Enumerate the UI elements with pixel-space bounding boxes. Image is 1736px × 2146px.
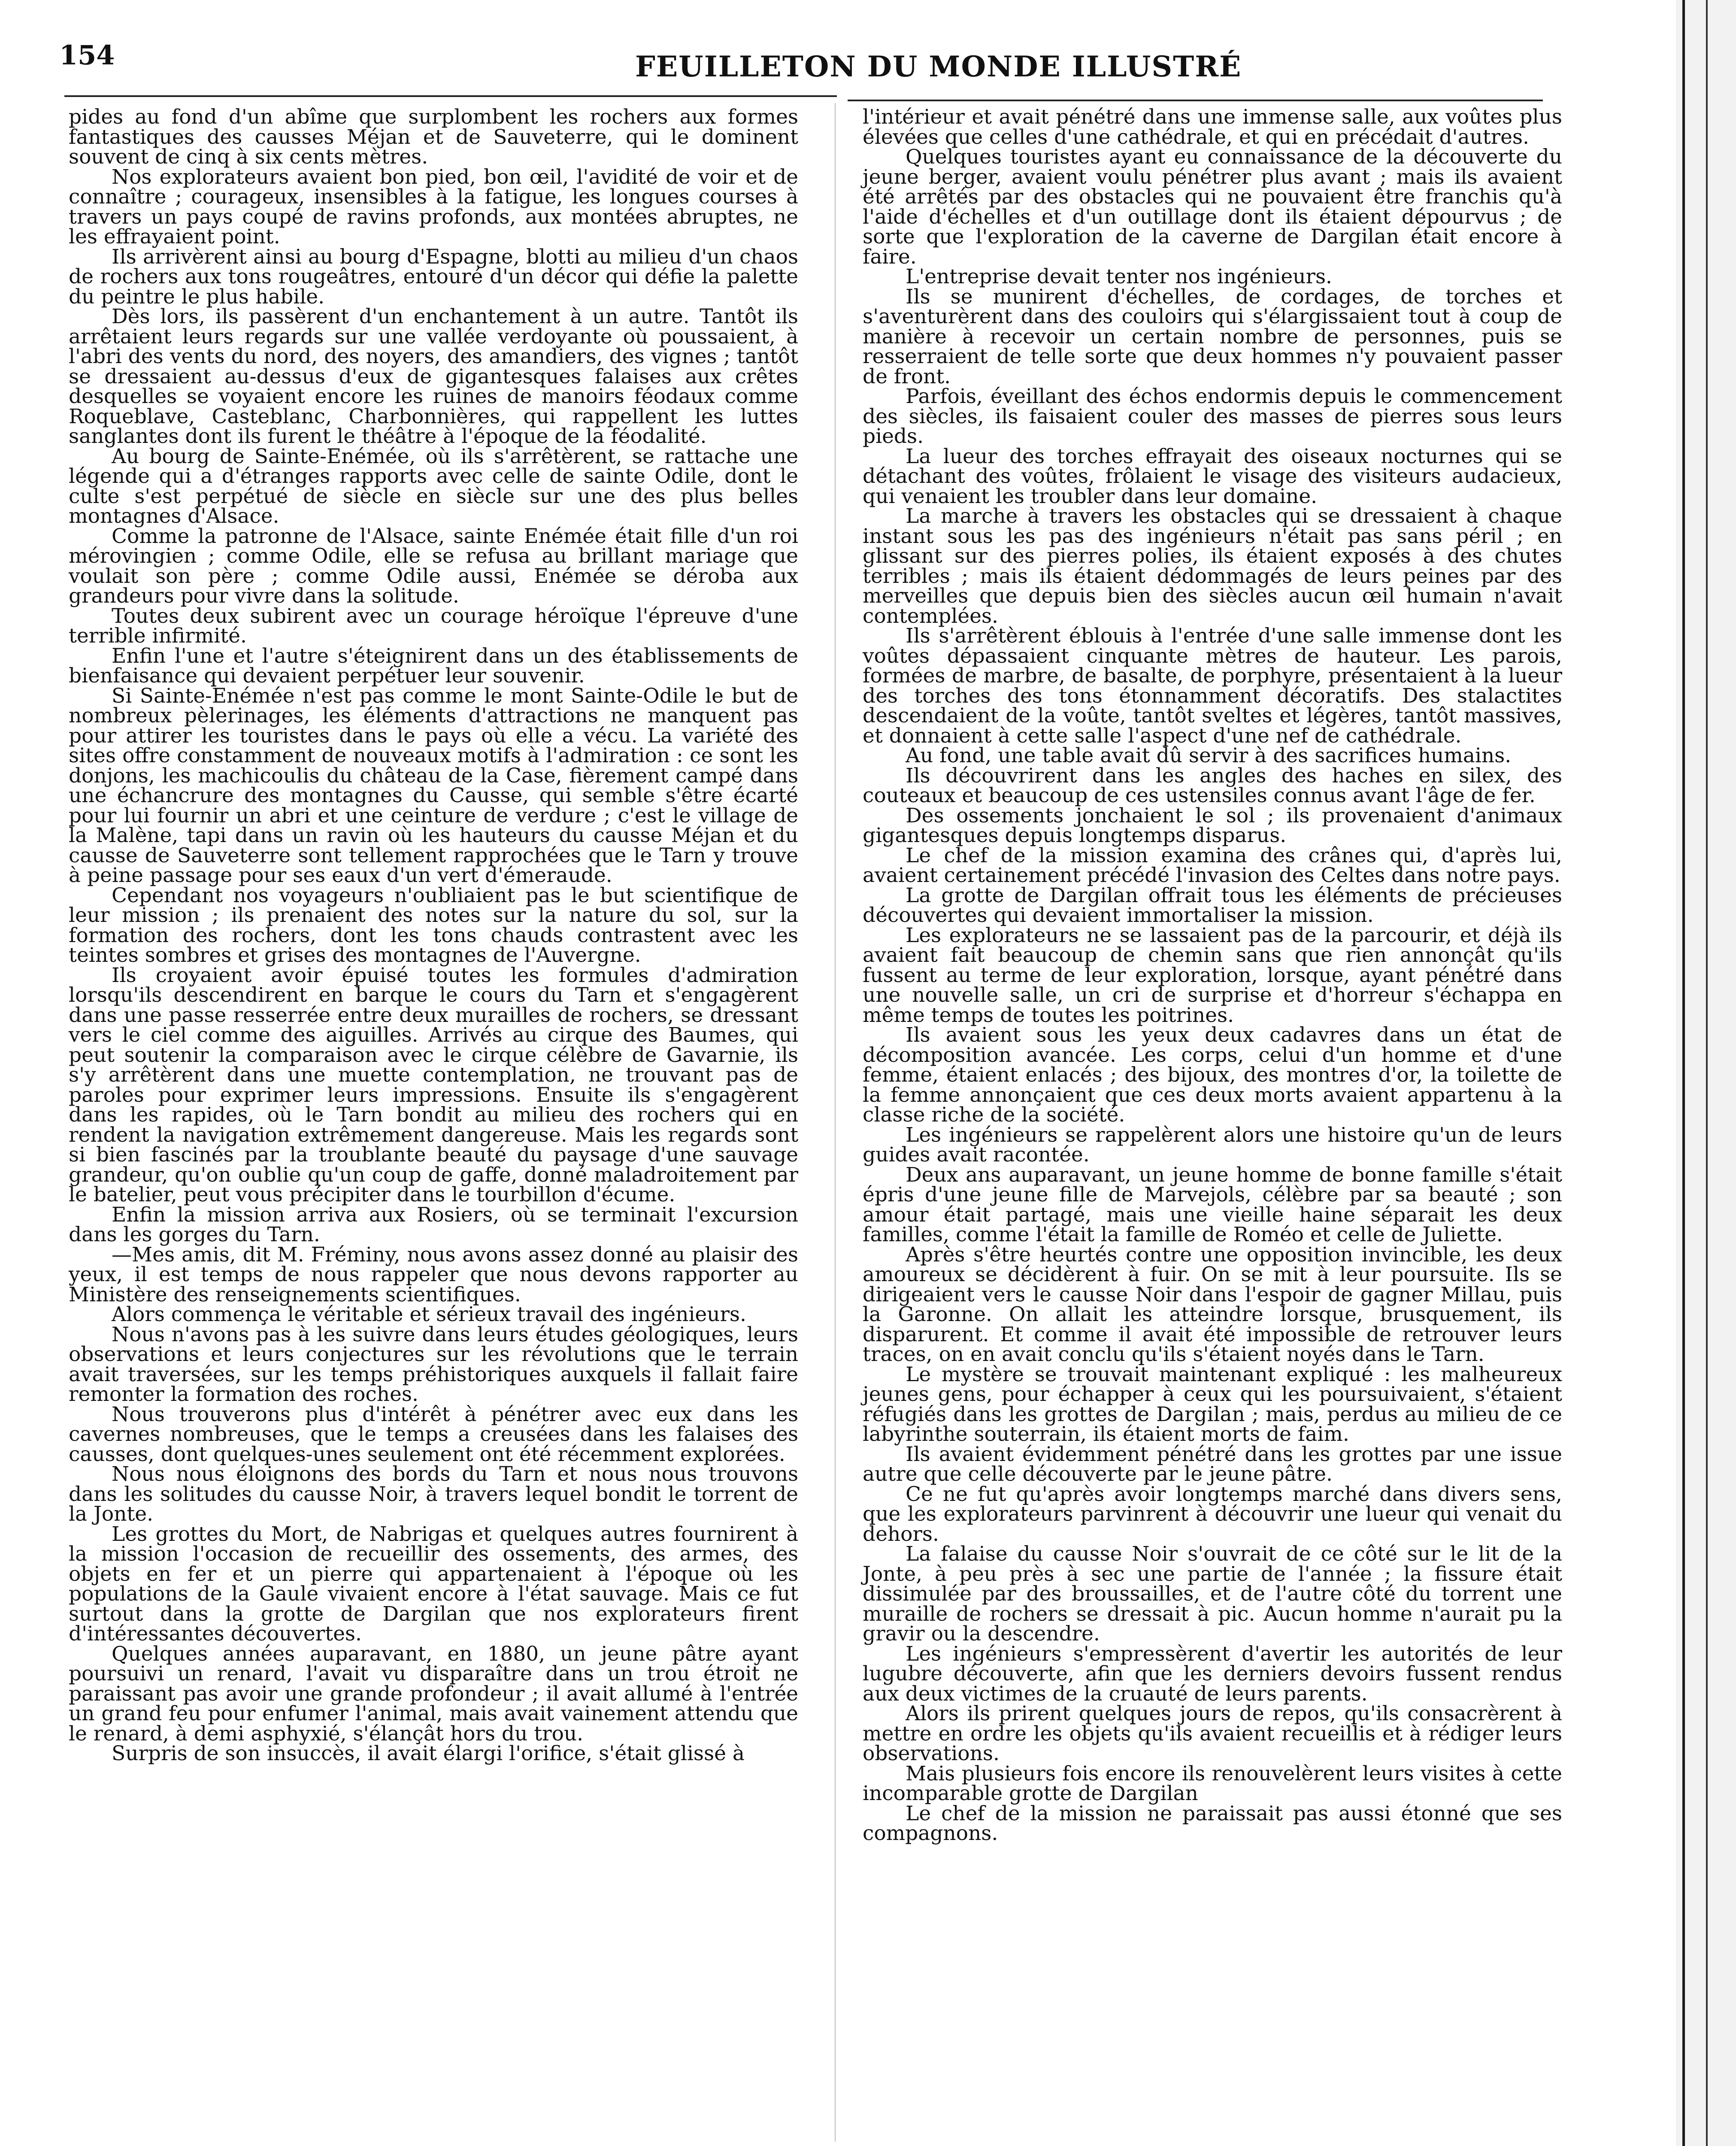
paragraph: Ils croyaient avoir épuisé toutes les formules d'admiration lorsqu'ils descendirent en barque le cours du Tarn et s'engagèrent dans une passe resserrée entre deux murailles de rochers, se dressant vers le ciel comme des aiguilles. Arrivés au cirque des Baumes, qui peut soutenir la comparaison avec le cirque célèbre de Gavarnie, ils s'y arrêtèrent dans une muette contemplation, ne trouvant pas de paroles pour exprimer leurs impressions. Ensuite ils s'engagèrent dans les rapides, où le Tarn bondit au milieu des rochers qui en rendent la navigation extrêmement dangereuse. Mais les regards sont si bien fascinés par la troublante beauté du paysage d'une sauvage grandeur, qu'on oublie qu'un coup de gaffe, donné maladroitement par le batelier, peut vous précipiter dans le tourbillon d'écume. [69, 963, 798, 1206]
page-number: 154 [59, 39, 115, 71]
binding-line [1682, 0, 1685, 2146]
paragraph: Comme la patronne de l'Alsace, sainte Enémée était fille d'un roi mérovingien ; comme Odile, elle se refusa au brillant mariage que voulait son père ; comme Odile aussi, Enémée se déroba aux grandeurs pour vivre dans la solitude. [69, 524, 798, 608]
paragraph: Alors commença le véritable et sérieux travail des ingénieurs. [112, 1303, 746, 1326]
paragraph: Les ingénieurs se rappelèrent alors une histoire qu'un de leurs guides avait racontée. [863, 1123, 1562, 1167]
paragraph: Deux ans auparavant, un jeune homme de bonne famille s'était épris d'une jeune fille de Marvejols, célèbre par sa beauté ; son amour était partagé, mais une vieille haine séparait les deux familles, comme l'était la famille de Roméo et celle de Juliette. [863, 1163, 1562, 1246]
binding-line [1706, 0, 1708, 2146]
paragraph: L'entreprise devait tenter nos ingénieurs. [906, 265, 1332, 288]
paragraph: La grotte de Dargilan offrait tous les éléments de précieuses découvertes qui devaient immortaliser la mission. [863, 883, 1562, 927]
paragraph: Au fond, une table avait dû servir à des sacrifices humains. [906, 744, 1512, 767]
paragraph: Si Sainte-Enémée n'est pas comme le mont Sainte-Odile le but de nombreux pèlerinages, les éléments d'attractions ne manquent pas pour attirer les touristes dans le pays où elle a vécu. La variété des sites offre constamment de nouveaux motifs à l'admiration : ce sont les donjons, les machicoulis du château de la Case, fièrement campé dans une échancrure des montagnes du Causse, qui semble s'être écarté pour lui fournir un abri et une ceinture de verdure ; c'est le village de la Malène, tapi dans un ravin où les hauteurs du causse Méjan et du causse de Sauveterre sont tellement rapprochées que le Tarn y trouve à peine passage pour ses eaux d'un vert d'émeraude. [69, 684, 798, 887]
paragraph: Le mystère se trouvait maintenant expliqué : les malheureux jeunes gens, pour échapper à ceux qui les poursuivaient, s'étaient réfugiés dans les grottes de Dargilan ; mais, perdus au milieu de ce labyrinthe souterrain, ils étaient morts de faim. [863, 1362, 1562, 1446]
paragraph: Nous nous éloignons des bords du Tarn et nous nous trouvons dans les solitudes du causse Noir, à travers lequel bondit le torrent de la Jonte. [69, 1462, 798, 1526]
paragraph: Le chef de la mission ne paraissait pas aussi étonné que ses compagnons. [863, 1801, 1562, 1845]
paragraph: Nous n'avons pas à les suivre dans leurs études géologiques, leurs observations et leurs conjectures sur les révolutions que le terrain avait traversées, sur les temps préhistoriques auxquels il fallait faire remonter la formation des roches. [69, 1322, 798, 1406]
paragraph: Les grottes du Mort, de Nabrigas et quelques autres fournirent à la mission l'occasion de recueillir des ossements, des armes, des objets en fer et un pierre qui appartenaient à l'époque où les populations de la Gaule vivaient encore à l'état sauvage. Mais ce fut surtout dans la grotte de Dargilan que nos explorateurs firent d'intéressantes découvertes. [69, 1522, 798, 1646]
header-rule-right [848, 100, 1543, 101]
paragraph: Les explorateurs ne se lassaient pas de la parcourir, et déjà ils avaient fait beaucoup de chemin sans que rien annonçât qu'ils fussent au terme de leur exploration, lorsque, ayant pénétré dans une nouvelle salle, un cri de surprise et d'horreur s'échappa en même temps de toutes les poitrines. [863, 923, 1562, 1027]
header-rule-left [64, 95, 837, 97]
paragraph: La marche à travers les obstacles qui se dressaient à chaque instant sous les pas des ingénieurs n'était pas sans péril ; en glissant sur des pierres polies, ils étaient exposés à des chutes terribles ; mais ils étaient dédommagés de leurs peines par des merveilles que depuis bien des siècles aucun œil humain n'avait contemplées. [863, 504, 1562, 628]
paragraph: l'intérieur et avait pénétré dans une immense salle, aux voûtes plus élevées que celles d'une cathédrale, et qui en précédait d'autres. [863, 105, 1562, 149]
paragraph: Le chef de la mission examina des crânes qui, d'après lui, avaient certainement précédé l'invasion des Celtes dans notre pays. [863, 843, 1562, 887]
paragraph: Les ingénieurs s'empressèrent d'avertir les autorités de leur lugubre découverte, afin que les derniers devoirs fussent rendus aux deux victimes de la cruauté de leurs parents. [863, 1642, 1562, 1706]
paragraph: Cependant nos voyageurs n'oubliaient pas le but scientifique de leur mission ; ils prenaient des notes sur la nature du sol, sur la formation des rochers, dont les tons chauds contrastent avec les teintes sombres et grises des montagnes de l'Auvergne. [69, 883, 798, 967]
right-text-column [863, 107, 1562, 1844]
paragraph: Parfois, éveillant des échos endormis depuis le commencement des siècles, ils faisaient couler des masses de pierres sous leurs pieds. [863, 385, 1562, 448]
paragraph: Quelques années auparavant, en 1880, un jeune pâtre ayant poursuivi un renard, l'avait vu disparaître dans un trou étroit ne paraissant pas avoir une grande profondeur ; il avait allumé à l'entrée un grand feu pour enfumer l'animal, mais avait vainement attendu que le renard, à demi asphyxié, s'élançât hors du trou. [69, 1642, 798, 1746]
paragraph: Enfin l'une et l'autre s'éteignirent dans un des établissements de bienfaisance qui devaient perpétuer leur souvenir. [69, 644, 798, 688]
paragraph: Mais plusieurs fois encore ils renouvelèrent leurs visites à cette incomparable grotte de Dargilan [863, 1761, 1562, 1805]
paragraph: Au bourg de Sainte-Enémée, où ils s'arrêtèrent, se rattache une légende qui a d'étranges rapports avec celle de sainte Odile, dont le culte s'est perpétué de siècle en siècle sur une des plus belles montagnes d'Alsace. [69, 444, 798, 528]
paragraph: Surpris de son insuccès, il avait élargi l'orifice, s'était glissé à [112, 1742, 745, 1765]
paragraph: La lueur des torches effrayait des oiseaux nocturnes qui se détachant des voûtes, frôlaient le visage des visiteurs audacieux, qui venaient les troubler dans leur domaine. [863, 444, 1562, 508]
paragraph: Quelques touristes ayant eu connaissance de la découverte du jeune berger, avaient voulu pénétrer plus avant ; mais ils avaient été arrêtés par des obstacles qui ne pouvaient être franchis qu'à l'aide d'échelles et d'un outillage dont ils étaient dépourvus ; de sorte que l'exploration de la caverne de Dargilan était encore à faire. [863, 145, 1562, 269]
paragraph: Toutes deux subirent avec un courage héroïque l'épreuve d'une terrible infirmité. [69, 604, 798, 648]
running-head-title: FEUILLETON DU MONDE ILLUSTRÉ [635, 50, 1242, 83]
paragraph: Enfin la mission arriva aux Rosiers, où se terminait l'excursion dans les gorges du Tarn. [69, 1203, 798, 1246]
paragraph: Des ossements jonchaient le sol ; ils provenaient d'animaux gigantesques depuis longtemps disparus. [863, 803, 1562, 847]
paragraph: Alors ils prirent quelques jours de repos, qu'ils consacrèrent à mettre en ordre les objets qu'ils avaient recueillis et à rédiger leurs observations. [863, 1702, 1562, 1765]
paragraph: pides au fond d'un abîme que surplombent les rochers aux formes fantastiques des causses Méjan et de Sauveterre, qui le dominent souvent de cinq à six cents mètres. [69, 105, 798, 169]
paragraph: Ils découvrirent dans les angles des haches en silex, des couteaux et beaucoup de ces ustensiles connus avant l'âge de fer. [863, 764, 1562, 807]
paragraph: Ils se munirent d'échelles, de cordages, de torches et s'aventurèrent dans des couloirs qui s'élargissaient tout à coup de manière à recevoir un certain nombre de personnes, puis se resserraient de telle sorte que deux hommes n'y pouvaient passer de front. [863, 285, 1562, 388]
paragraph: Ils avaient sous les yeux deux cadavres dans un état de décomposition avancée. Les corps, celui d'un homme et d'une femme, étaient enlacés ; des bijoux, des montres d'or, la toilette de la femme annonçaient que ces deux morts avaient appartenu à la classe riche de la société. [863, 1023, 1562, 1127]
paragraph: Ils arrivèrent ainsi au bourg d'Espagne, blotti au milieu d'un chaos de rochers aux tons rougeâtres, entouré d'un décor qui défie la palette du peintre le plus habile. [69, 245, 798, 309]
paragraph: Nous trouverons plus d'intérêt à pénétrer avec eux dans les cavernes nombreuses, que le temps a creusées dans les falaises des causses, dont quelques-unes seulement ont été récemment explorées. [69, 1402, 798, 1466]
left-text-column [69, 107, 798, 1764]
paragraph: Nos explorateurs avaient bon pied, bon œil, l'avidité de voir et de connaître ; courageux, insensibles à la fatigue, les longues courses à travers un pays coupé de ravins profonds, aux montées abruptes, ne les effrayaient point. [69, 165, 798, 249]
paragraph: Ce ne fut qu'après avoir longtemps marché dans divers sens, que les explorateurs parvinrent à découvrir une lueur qui venait du dehors. [863, 1482, 1562, 1546]
paragraph: —Mes amis, dit M. Fréminy, nous avons assez donné au plaisir des yeux, il est temps de nous rappeler que nous devons rapporter au Ministère des renseignements scientifiques. [69, 1243, 798, 1306]
paragraph: Ils s'arrêtèrent éblouis à l'entrée d'une salle immense dont les voûtes dépassaient cinquante mètres de hauteur. Les parois, formées de marbre, de basalte, de porphyre, présentaient à la lueur des torches des tons étonnamment décoratifs. Des stalactites descendaient de la voûte, tantôt sveltes et légères, tantôt massives, et donnaient à cette salle l'aspect d'une nef de cathédrale. [863, 624, 1562, 748]
paragraph: Ils avaient évidemment pénétré dans les grottes par une issue autre que celle découverte par le jeune pâtre. [863, 1442, 1562, 1486]
column-divider [835, 103, 836, 2142]
paragraph: Après s'être heurtés contre une opposition invincible, les deux amoureux se décidèrent à fuir. On se mit à leur poursuite. Ils se dirigeaient vers le causse Noir dans l'espoir de gagner Millau, puis la Garonne. On allait les atteindre lorsque, brusquement, ils disparurent. Et comme il avait été impossible de retrouver leurs traces, on en avait conclu qu'ils s'étaient noyés dans le Tarn. [863, 1243, 1562, 1366]
paragraph: Dès lors, ils passèrent d'un enchantement à un autre. Tantôt ils arrêtaient leurs regards sur une vallée verdoyante où poussaient, à l'abri des vents du nord, des noyers, des amandiers, des vignes ; tantôt se dressaient au-dessus d'eux de gigantesques falaises aux crêtes desquelles se voyaient encore les ruines de manoirs féodaux comme Roqueblave, Casteblanc, Charbonnières, qui rappellent les luttes sanglantes dont ils furent le théâtre à l'époque de la féodalité. [69, 305, 798, 448]
paragraph: La falaise du causse Noir s'ouvrait de ce côté sur le lit de la Jonte, à peu près à sec une partie de l'année ; la fissure était dissimulée par des broussailles, et de l'autre côté du torrent une muraille de rochers se dressait à pic. Aucun homme n'aurait pu la gravir ou la descendre. [863, 1542, 1562, 1646]
